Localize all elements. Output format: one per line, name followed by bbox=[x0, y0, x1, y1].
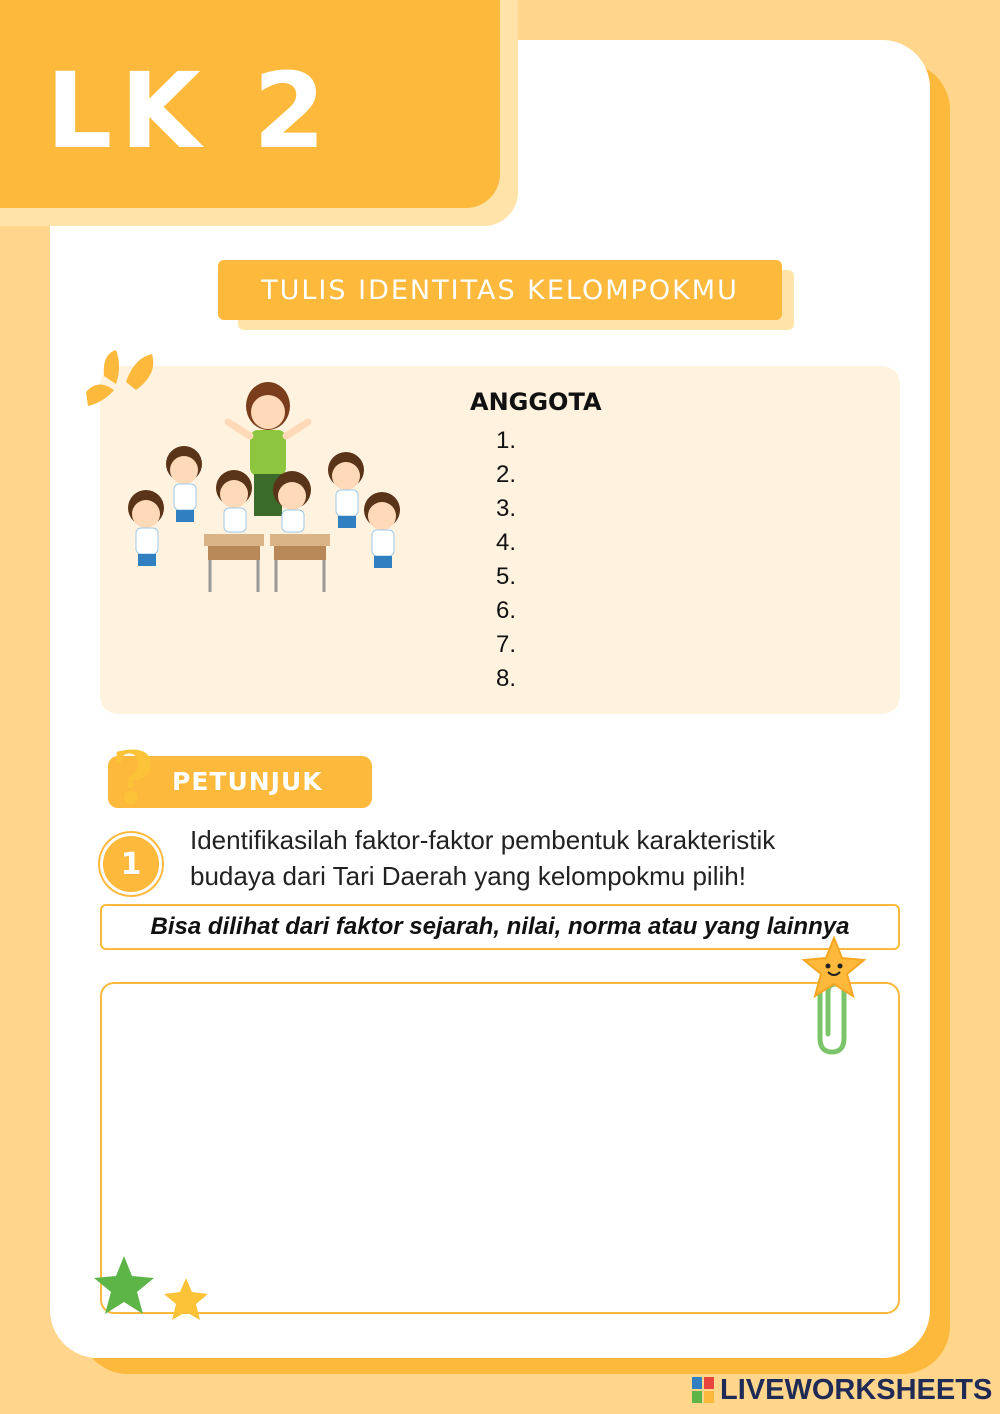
members-title: ANGGOTA bbox=[470, 388, 602, 416]
step-number-badge: 1 bbox=[100, 833, 162, 895]
petunjuk-label: PETUNJUK bbox=[172, 767, 323, 796]
page-title: LK 2 bbox=[46, 50, 334, 172]
member-item[interactable]: 4. bbox=[495, 529, 516, 556]
member-item[interactable]: 5. bbox=[495, 563, 516, 590]
member-item[interactable]: 8. bbox=[495, 665, 516, 692]
watermark-text: LIVEWORKSHEETS bbox=[720, 1373, 993, 1406]
stars-decoration-icon bbox=[92, 1252, 222, 1336]
instruction-line-2: budaya dari Tari Daerah yang kelompokmu pilih! bbox=[190, 861, 746, 891]
instruction-line-1: Identifikasilah faktor-faktor pembentuk karakteristik bbox=[190, 825, 776, 855]
member-item[interactable]: 7. bbox=[495, 631, 516, 658]
member-item[interactable]: 3. bbox=[495, 495, 516, 522]
identity-banner: TULIS IDENTITAS KELOMPOKMU bbox=[218, 260, 782, 320]
desks bbox=[204, 534, 330, 592]
instruction-text bbox=[190, 822, 870, 894]
star-paperclip-icon bbox=[800, 936, 870, 1058]
classroom-illustration bbox=[110, 378, 430, 598]
member-item[interactable]: 2. bbox=[495, 461, 516, 488]
liveworksheets-logo-icon bbox=[692, 1377, 714, 1403]
liveworksheets-watermark bbox=[692, 1374, 992, 1406]
hint-text: Bisa dilihat dari faktor sejarah, nilai, norma atau yang lainnya bbox=[150, 913, 850, 940]
member-item[interactable]: 1. bbox=[495, 427, 516, 454]
members-list bbox=[470, 424, 516, 696]
member-item[interactable]: 6. bbox=[495, 597, 516, 624]
hint-box bbox=[100, 904, 900, 950]
question-mark-icon: ? bbox=[112, 735, 155, 820]
